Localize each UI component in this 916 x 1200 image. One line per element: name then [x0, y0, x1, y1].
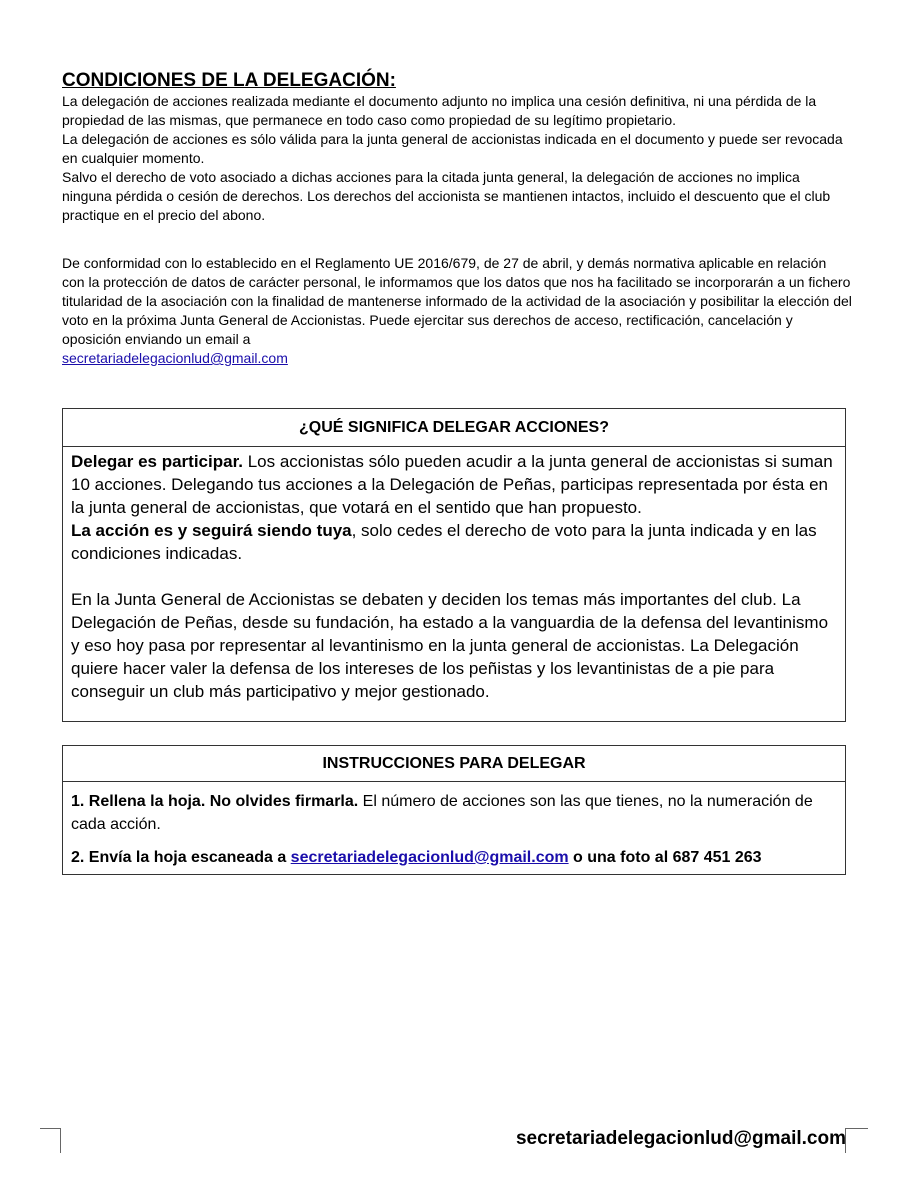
- privacy-notice: [62, 254, 852, 368]
- instructions-box: [62, 745, 846, 875]
- instruction-step-2-prefix: 2. Envía la hoja escaneada a: [71, 849, 291, 866]
- what-means-text-1: Los accionistas sólo pueden acudir a la junta general de accionistas si suman 10 acciones. Delegando tus acciones a la Delegación de Peñas, participas representada por ésta en la junta general de accionistas, que votará en el sentido que han propuesto.: [71, 452, 833, 517]
- conditions-paragraph-1: La delegación de acciones realizada mediante el documento adjunto no implica una cesión definitiva, ni una pérdida de la propiedad de las mismas, que permanece en todo caso como propiedad de su legítimo propietario.: [62, 93, 817, 128]
- instruction-step-2: [71, 846, 837, 869]
- crop-mark-left: [40, 1128, 61, 1153]
- what-means-paragraph-2: [71, 519, 837, 565]
- crop-mark-right: [845, 1128, 868, 1153]
- what-means-bold-2: La acción es y seguirá siendo tuya: [71, 521, 352, 540]
- privacy-email-link[interactable]: secretariadelegacionlud@gmail.com: [62, 350, 288, 366]
- instructions-title: INSTRUCCIONES PARA DELEGAR: [63, 746, 845, 782]
- conditions-title: CONDICIONES DE LA DELEGACIÓN:: [62, 70, 396, 91]
- footer-email: secretariadelegacionlud@gmail.com: [515, 1128, 846, 1149]
- what-means-paragraph-3: En la Junta General de Accionistas se debaten y deciden los temas más importantes del club. La Delegación de Peñas, desde su fundación, ha estado a la vanguardia de la defensa del levantinismo y eso hoy pasa por representar al levantinismo en la junta general de accionistas. La Delegación quiere hacer valer la defensa de los intereses de los peñistas y los levantinistas de a pie para conseguir un club más participativo y mejor gestionado.: [71, 590, 829, 701]
- what-means-text-2: , solo cedes el derecho de voto para la junta indicada y en las condiciones indicadas.: [71, 521, 817, 563]
- what-means-title: ¿QUÉ SIGNIFICA DELEGAR ACCIONES?: [63, 409, 845, 447]
- privacy-text: De conformidad con lo establecido en el Reglamento UE 2016/679, de 27 de abril, y demás normativa aplicable en relación con la protección de datos de carácter personal, le informamos que los datos que nos ha facilitado se incorporarán a un fichero titularidad de la asociación con la finalidad de mantenerse informado de la actividad de la asociación y posibilitar la elección del voto en la próxima Junta General de Accionistas. Puede ejercitar sus derechos de acceso, rectificación, cancelación y oposición enviando un email a: [62, 255, 852, 347]
- conditions-paragraph-2: La delegación de acciones es sólo válida para la junta general de accionistas indicada en el documento y puede ser revocada en cualquier momento.: [62, 131, 843, 166]
- instruction-step-1-text: El número de acciones son las que tienes, no la numeración de cada acción.: [71, 793, 813, 833]
- what-means-box: [62, 408, 846, 722]
- instruction-step-1: [71, 790, 837, 836]
- instruction-step-2-suffix: o una foto al 687 451 263: [568, 849, 762, 866]
- what-means-bold-1: Delegar es participar.: [71, 452, 243, 471]
- what-means-body: [63, 447, 845, 703]
- conditions-section: [62, 69, 852, 225]
- what-means-paragraph-1: [71, 450, 837, 519]
- instructions-body: [63, 782, 845, 869]
- instruction-step-1-bold: 1. Rellena la hoja. No olvides firmarla.: [71, 793, 359, 810]
- instruction-email-link[interactable]: secretariadelegacionlud@gmail.com: [290, 849, 569, 866]
- paragraph-gap: [71, 565, 837, 588]
- conditions-paragraph-3: Salvo el derecho de voto asociado a dichas acciones para la citada junta general, la delegación de acciones no implica ninguna pérdida o cesión de derechos. Los derechos del accionista se mantienen intactos, incluido el descuento que el club practique en el precio del abono.: [62, 169, 831, 223]
